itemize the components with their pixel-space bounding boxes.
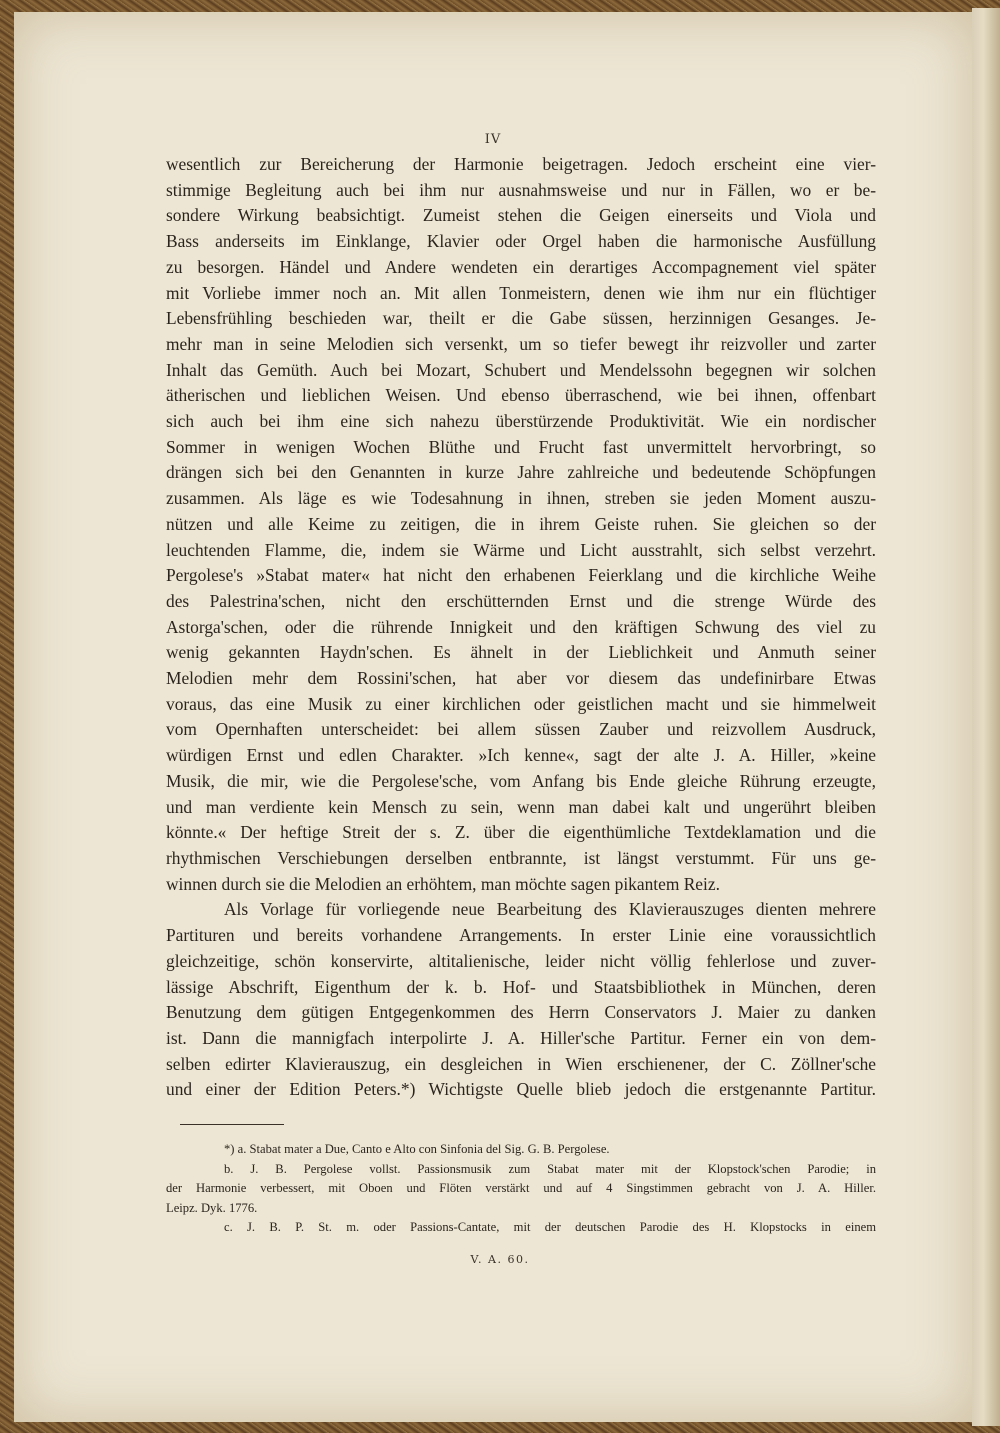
body-line: selben edirter Klavierauszug, ein desgleichen in Wien erschienener, der C. Zöllner'sche xyxy=(166,1053,876,1074)
body-line: wenig gekannten Haydn'schen. Es ähnelt in der Lieblichkeit und Anmuth seiner xyxy=(166,642,876,663)
footnotes xyxy=(166,1140,876,1238)
body-line: und einer der Edition Peters.*) Wichtigste Quelle blieb jedoch die erstgenannte Partitur. xyxy=(166,1079,876,1100)
body-line: ätherischen und lieblichen Weisen. Und ebenso überraschend, wie bei ihnen, offenbart xyxy=(166,385,876,406)
body-line: zusammen. Als läge es wie Todesahnung in ihnen, streben sie jeden Moment auszu- xyxy=(166,488,876,509)
footnote-line: c. J. B. P. St. m. oder Passions-Cantate, mit der deutschen Parodie des H. Klopstocks in einem xyxy=(224,1220,876,1234)
body-line: vom Opernhaften unterscheidet: bei allem süssen Zauber und reizvollem Ausdruck, xyxy=(166,719,876,740)
paragraph-start-line: Als Vorlage für vorliegende neue Bearbeitung des Klavierauszuges dienten mehrere xyxy=(224,899,876,920)
body-line: sich auch bei ihm eine sich nahezu überstürzende Produktivität. Wie ein nordischer xyxy=(166,411,876,432)
body-line: nützen und alle Keime zu zeitigen, die in ihrem Geiste ruhen. Sie gleichen so der xyxy=(166,513,876,534)
footnote-rule xyxy=(180,1124,284,1125)
body-line: Musik, die mir, wie die Pergolese'sche, vom Anfang bis Ende gleiche Rührung erzeugte, xyxy=(166,770,876,791)
body-line: des Palestrina'schen, nicht den erschütternden Ernst und die strenge Würde des xyxy=(166,590,876,611)
body-line: mehr man in seine Melodien sich versenkt, um so tiefer bewegt ihr reizvoller und zarter xyxy=(166,333,876,354)
body-line: Pergolese's »Stabat mater« hat nicht den erhabenen Feierklang und die kirchliche Weihe xyxy=(166,565,876,586)
body-line: wesentlich zur Bereicherung der Harmonie beigetragen. Jedoch erscheint eine vier- xyxy=(166,154,876,174)
body-line: Astorga'schen, oder die rührende Innigkeit und den kräftigen Schwung des viel zu xyxy=(166,616,876,637)
body-line: Melodien mehr dem Rossini'schen, hat aber vor diesem das undefinirbare Etwas xyxy=(166,668,876,689)
body-line: mit Vorliebe immer noch an. Mit allen Tonmeistern, denen wie ihm nur ein flüchtiger xyxy=(166,282,876,303)
body-line: Benutzung dem gütigen Entgegenkommen des Herrn Conservators J. Maier zu danken xyxy=(166,1002,876,1023)
printer-signature: V. A. 60. xyxy=(470,1253,530,1266)
page-edge xyxy=(972,8,1000,1426)
body-line: Partituren und bereits vorhandene Arrangements. In erster Linie eine voraussichtlich xyxy=(166,925,876,946)
footnote-line: *) a. Stabat mater a Due, Canto e Alto con Sinfonia del Sig. G. B. Pergolese. xyxy=(224,1142,610,1156)
body-line: rhythmischen Verschiebungen derselben entbrannte, ist längst verstummt. Für uns ge- xyxy=(166,847,876,868)
body-line: Bass anderseits im Einklange, Klavier oder Orgel haben die harmonische Ausfüllung xyxy=(166,231,876,252)
body-line: würdigen Ernst und edlen Charakter. »Ich kenne«, sagt der alte J. A. Hiller, »keine xyxy=(166,745,876,766)
body-line: leuchtenden Flamme, die, indem sie Wärme und Licht ausstrahlt, sich selbst verzehrt. xyxy=(166,539,876,560)
body-line: winnen durch sie die Melodien an erhöhtem, man möchte sagen pikantem Reiz. xyxy=(166,873,720,894)
body-line: Inhalt das Gemüth. Auch bei Mozart, Schubert und Mendelssohn begegnen wir solchen xyxy=(166,359,876,380)
body-line: zu besorgen. Händel und Andere wendeten ein derartiges Accompagnement viel später xyxy=(166,256,876,277)
footnote-line: b. J. B. Pergolese vollst. Passionsmusik zum Stabat mater mit der Klopstock'schen Parodie; in xyxy=(224,1161,876,1176)
page-number: IV xyxy=(484,132,502,147)
footnote-line: der Harmonie verbessert, mit Oboen und Flöten verstärkt und auf 4 Singstimmen gebracht von J. A. Hiller. xyxy=(166,1181,876,1195)
body-line: ist. Dann die mannigfach interpolirte J. A. Hiller'sche Partitur. Ferner ein von dem- xyxy=(166,1027,876,1048)
body-line: stimmige Begleitung auch bei ihm nur ausnahmsweise und nur in Fällen, wo er be- xyxy=(166,179,876,200)
body-line: sondere Wirkung beabsichtigt. Zumeist stehen die Geigen einerseits und Viola und xyxy=(166,205,876,226)
body-line: gleichzeitige, schön konservirte, altitalienische, leider nicht völlig fehlerlose und zuver- xyxy=(166,950,876,971)
body-line: lässige Abschrift, Eigenthum der k. b. Hof- und Staatsbibliothek in München, deren xyxy=(166,976,876,997)
body-text xyxy=(166,152,876,1103)
body-line: und man verdiente kein Mensch zu sein, wenn man dabei kalt und ungerührt bleiben xyxy=(166,796,876,817)
body-line: könnte.« Der heftige Streit der s. Z. über die eigenthümliche Textdeklamation und die xyxy=(166,822,876,843)
body-line: voraus, das eine Musik zu einer kirchlichen oder geistlichen macht und sie himmelweit xyxy=(166,693,876,714)
footnote-line: Leipz. Dyk. 1776. xyxy=(166,1200,258,1215)
body-line: drängen sich bei den Genannten in kurze Jahre zahlreiche und bedeutende Schöpfungen xyxy=(166,462,876,483)
body-line: Lebensfrühling beschieden war, theilt er die Gabe süssen, herzinnigen Gesanges. Je- xyxy=(166,308,876,329)
body-line: Sommer in wenigen Wochen Blüthe und Frucht fast unvermittelt hervorbringt, so xyxy=(166,436,876,457)
